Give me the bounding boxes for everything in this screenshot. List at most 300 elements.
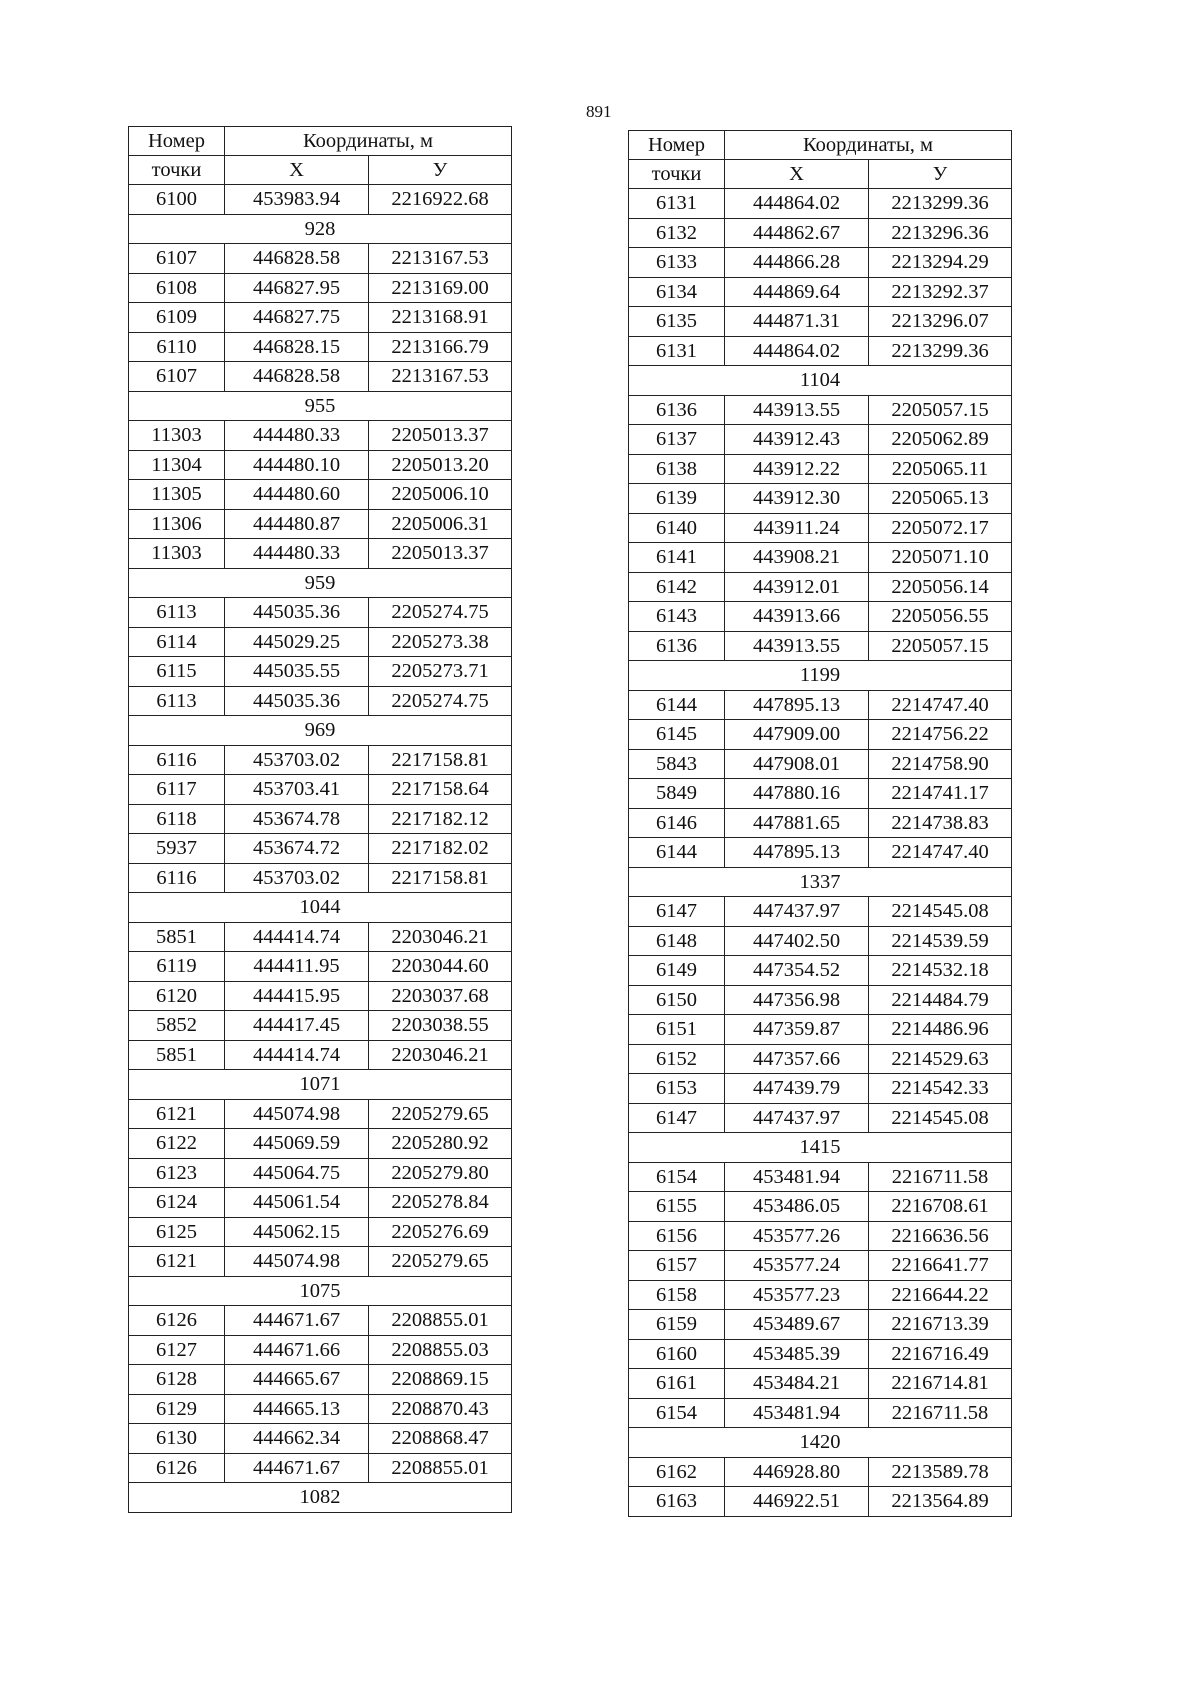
x-coordinate-cell: 445035.36 [225, 686, 369, 716]
y-coordinate-cell: 2205278.84 [369, 1188, 512, 1218]
y-coordinate-cell: 2205057.15 [869, 395, 1012, 425]
y-coordinate-cell: 2205071.10 [869, 543, 1012, 573]
table-row [629, 248, 1012, 278]
y-coordinate-cell: 2205273.71 [369, 657, 512, 687]
y-coordinate-cell: 2217182.02 [369, 834, 512, 864]
table-row [129, 480, 512, 510]
table-row [129, 1217, 512, 1247]
table-row [629, 543, 1012, 573]
table-row [629, 1280, 1012, 1310]
header-number-label: Номер [629, 131, 725, 160]
table-row [629, 1044, 1012, 1074]
x-coordinate-cell: 447895.13 [725, 690, 869, 720]
x-coordinate-cell: 446828.58 [225, 244, 369, 274]
point-number-cell: 6124 [129, 1188, 225, 1218]
table-row [129, 1011, 512, 1041]
x-coordinate-cell: 446928.80 [725, 1457, 869, 1487]
x-coordinate-cell: 444862.67 [725, 218, 869, 248]
table-row [629, 690, 1012, 720]
table-row [629, 1103, 1012, 1133]
group-label: 1104 [629, 366, 1012, 396]
point-number-cell: 6147 [629, 897, 725, 927]
table-row [129, 657, 512, 687]
x-coordinate-cell: 447356.98 [725, 985, 869, 1015]
x-coordinate-cell: 453481.94 [725, 1162, 869, 1192]
x-coordinate-cell: 453703.02 [225, 745, 369, 775]
y-coordinate-cell: 2208855.03 [369, 1335, 512, 1365]
table-row [629, 602, 1012, 632]
y-coordinate-cell: 2203046.21 [369, 922, 512, 952]
table-row [129, 686, 512, 716]
point-number-cell: 6108 [129, 273, 225, 303]
x-coordinate-cell: 446828.58 [225, 362, 369, 392]
y-coordinate-cell: 2203044.60 [369, 952, 512, 982]
y-coordinate-cell: 2216641.77 [869, 1251, 1012, 1281]
x-coordinate-cell: 445035.55 [225, 657, 369, 687]
x-coordinate-cell: 446922.51 [725, 1487, 869, 1517]
point-number-cell: 11303 [129, 421, 225, 451]
y-coordinate-cell: 2213299.36 [869, 189, 1012, 219]
y-coordinate-cell: 2205279.80 [369, 1158, 512, 1188]
table-row [129, 450, 512, 480]
y-coordinate-cell: 2205274.75 [369, 598, 512, 628]
table-row [629, 779, 1012, 809]
y-coordinate-cell: 2208855.01 [369, 1306, 512, 1336]
table-row [629, 454, 1012, 484]
x-coordinate-cell: 447881.65 [725, 808, 869, 838]
x-coordinate-cell: 443912.43 [725, 425, 869, 455]
y-coordinate-cell: 2214486.96 [869, 1015, 1012, 1045]
table-row [129, 1129, 512, 1159]
point-number-cell: 6100 [129, 185, 225, 215]
x-coordinate-cell: 453489.67 [725, 1310, 869, 1340]
x-coordinate-cell: 443913.55 [725, 395, 869, 425]
x-coordinate-cell: 445074.98 [225, 1247, 369, 1277]
table-row [629, 838, 1012, 868]
table-row [629, 1398, 1012, 1428]
y-coordinate-cell: 2214542.33 [869, 1074, 1012, 1104]
point-number-cell: 6154 [629, 1162, 725, 1192]
point-number-cell: 5851 [129, 1040, 225, 1070]
y-coordinate-cell: 2213167.53 [369, 362, 512, 392]
point-number-cell: 5937 [129, 834, 225, 864]
group-row [629, 867, 1012, 897]
point-number-cell: 6125 [129, 1217, 225, 1247]
point-number-cell: 6139 [629, 484, 725, 514]
y-coordinate-cell: 2213299.36 [869, 336, 1012, 366]
table-row [129, 273, 512, 303]
y-coordinate-cell: 2214545.08 [869, 897, 1012, 927]
group-label: 1415 [629, 1133, 1012, 1163]
point-number-cell: 6160 [629, 1339, 725, 1369]
point-number-cell: 6159 [629, 1310, 725, 1340]
x-coordinate-cell: 446827.75 [225, 303, 369, 333]
x-coordinate-cell: 444671.67 [225, 1453, 369, 1483]
point-number-cell: 11304 [129, 450, 225, 480]
y-coordinate-cell: 2217158.64 [369, 775, 512, 805]
x-coordinate-cell: 453983.94 [225, 185, 369, 215]
point-number-cell: 5852 [129, 1011, 225, 1041]
x-coordinate-cell: 445029.25 [225, 627, 369, 657]
y-coordinate-cell: 2205006.10 [369, 480, 512, 510]
group-label: 955 [129, 391, 512, 421]
group-row [629, 366, 1012, 396]
y-coordinate-cell: 2213169.00 [369, 273, 512, 303]
point-number-cell: 6140 [629, 513, 725, 543]
y-coordinate-cell: 2205056.14 [869, 572, 1012, 602]
y-coordinate-cell: 2205062.89 [869, 425, 1012, 455]
point-number-cell: 6114 [129, 627, 225, 657]
table-row [129, 804, 512, 834]
x-coordinate-cell: 445069.59 [225, 1129, 369, 1159]
x-coordinate-cell: 444671.67 [225, 1306, 369, 1336]
x-coordinate-cell: 447354.52 [725, 956, 869, 986]
group-row [129, 391, 512, 421]
x-coordinate-cell: 447357.66 [725, 1044, 869, 1074]
table-row [129, 834, 512, 864]
point-number-cell: 6162 [629, 1457, 725, 1487]
point-number-cell: 6148 [629, 926, 725, 956]
table-row [629, 336, 1012, 366]
point-number-cell: 6154 [629, 1398, 725, 1428]
x-coordinate-cell: 444662.34 [225, 1424, 369, 1454]
table-row [629, 897, 1012, 927]
table-row [129, 303, 512, 333]
table-row [629, 1487, 1012, 1517]
x-coordinate-cell: 446827.95 [225, 273, 369, 303]
point-number-cell: 6155 [629, 1192, 725, 1222]
point-number-cell: 6150 [629, 985, 725, 1015]
y-coordinate-cell: 2214545.08 [869, 1103, 1012, 1133]
y-coordinate-cell: 2205065.11 [869, 454, 1012, 484]
point-number-cell: 6158 [629, 1280, 725, 1310]
y-coordinate-cell: 2214738.83 [869, 808, 1012, 838]
point-number-cell: 5851 [129, 922, 225, 952]
x-coordinate-cell: 453674.72 [225, 834, 369, 864]
point-number-cell: 6121 [129, 1247, 225, 1277]
table-row [129, 244, 512, 274]
point-number-cell: 6126 [129, 1453, 225, 1483]
y-coordinate-cell: 2213168.91 [369, 303, 512, 333]
point-number-cell: 6147 [629, 1103, 725, 1133]
group-label: 1337 [629, 867, 1012, 897]
y-coordinate-cell: 2203037.68 [369, 981, 512, 1011]
x-coordinate-cell: 444665.13 [225, 1394, 369, 1424]
table-row [629, 1251, 1012, 1281]
y-coordinate-cell: 2214539.59 [869, 926, 1012, 956]
table-row [129, 1424, 512, 1454]
x-coordinate-cell: 444869.64 [725, 277, 869, 307]
table-row [629, 1162, 1012, 1192]
point-number-cell: 6149 [629, 956, 725, 986]
x-coordinate-cell: 453481.94 [725, 1398, 869, 1428]
x-coordinate-cell: 443912.22 [725, 454, 869, 484]
table-row [629, 395, 1012, 425]
group-label: 1420 [629, 1428, 1012, 1458]
table-row [129, 421, 512, 451]
group-label: 1199 [629, 661, 1012, 691]
header-coords-label: Координаты, м [225, 127, 512, 156]
table-row [129, 539, 512, 569]
group-row [129, 716, 512, 746]
table-row [129, 1335, 512, 1365]
x-coordinate-cell: 447437.97 [725, 1103, 869, 1133]
point-number-cell: 6127 [129, 1335, 225, 1365]
point-number-cell: 6113 [129, 598, 225, 628]
group-label: 1044 [129, 893, 512, 923]
y-coordinate-cell: 2216708.61 [869, 1192, 1012, 1222]
group-row [129, 568, 512, 598]
y-coordinate-cell: 2205065.13 [869, 484, 1012, 514]
point-number-cell: 6128 [129, 1365, 225, 1395]
y-coordinate-cell: 2205072.17 [869, 513, 1012, 543]
y-coordinate-cell: 2214484.79 [869, 985, 1012, 1015]
point-number-cell: 6116 [129, 863, 225, 893]
y-coordinate-cell: 2205006.31 [369, 509, 512, 539]
y-coordinate-cell: 2205057.15 [869, 631, 1012, 661]
y-coordinate-cell: 2217158.81 [369, 745, 512, 775]
point-number-cell: 6132 [629, 218, 725, 248]
table-row [129, 598, 512, 628]
x-coordinate-cell: 445074.98 [225, 1099, 369, 1129]
y-coordinate-cell: 2216713.39 [869, 1310, 1012, 1340]
point-number-cell: 6118 [129, 804, 225, 834]
point-number-cell: 6152 [629, 1044, 725, 1074]
table-row [129, 1040, 512, 1070]
y-coordinate-cell: 2205279.65 [369, 1099, 512, 1129]
point-number-cell: 6137 [629, 425, 725, 455]
x-coordinate-cell: 447437.97 [725, 897, 869, 927]
group-row [629, 661, 1012, 691]
table-row [129, 863, 512, 893]
point-number-cell: 6141 [629, 543, 725, 573]
page-number: 891 [586, 102, 612, 121]
y-coordinate-cell: 2214532.18 [869, 956, 1012, 986]
point-number-cell: 6107 [129, 244, 225, 274]
table-row [129, 922, 512, 952]
x-coordinate-cell: 443913.55 [725, 631, 869, 661]
point-number-cell: 6142 [629, 572, 725, 602]
x-coordinate-cell: 453486.05 [725, 1192, 869, 1222]
y-coordinate-cell: 2208855.01 [369, 1453, 512, 1483]
point-number-cell: 6135 [629, 307, 725, 337]
point-number-cell: 6110 [129, 332, 225, 362]
x-coordinate-cell: 447402.50 [725, 926, 869, 956]
x-coordinate-cell: 447895.13 [725, 838, 869, 868]
x-coordinate-cell: 444864.02 [725, 189, 869, 219]
x-coordinate-cell: 444414.74 [225, 922, 369, 952]
point-number-cell: 6123 [129, 1158, 225, 1188]
y-coordinate-cell: 2216636.56 [869, 1221, 1012, 1251]
table-row [629, 572, 1012, 602]
point-number-cell: 6122 [129, 1129, 225, 1159]
table-row [129, 952, 512, 982]
group-label: 959 [129, 568, 512, 598]
point-number-cell: 6144 [629, 690, 725, 720]
point-number-cell: 5849 [629, 779, 725, 809]
table-row [129, 981, 512, 1011]
x-coordinate-cell: 444871.31 [725, 307, 869, 337]
x-coordinate-cell: 444480.60 [225, 480, 369, 510]
table-row [629, 513, 1012, 543]
table-row [629, 1192, 1012, 1222]
table-row [629, 985, 1012, 1015]
point-number-cell: 6115 [129, 657, 225, 687]
table-row [629, 926, 1012, 956]
table-row [629, 189, 1012, 219]
y-coordinate-cell: 2214758.90 [869, 749, 1012, 779]
table-row [129, 775, 512, 805]
group-row [129, 1070, 512, 1100]
x-coordinate-cell: 443912.01 [725, 572, 869, 602]
y-coordinate-cell: 2205279.65 [369, 1247, 512, 1277]
table-row [629, 484, 1012, 514]
x-coordinate-cell: 447439.79 [725, 1074, 869, 1104]
header-number-label-2: точки [129, 156, 225, 185]
group-label: 969 [129, 716, 512, 746]
point-number-cell: 6156 [629, 1221, 725, 1251]
x-coordinate-cell: 443912.30 [725, 484, 869, 514]
y-coordinate-cell: 2205274.75 [369, 686, 512, 716]
point-number-cell: 6119 [129, 952, 225, 982]
table-row [129, 1453, 512, 1483]
table-body-left [129, 185, 512, 1513]
table-row [129, 362, 512, 392]
point-number-cell: 6144 [629, 838, 725, 868]
point-number-cell: 6146 [629, 808, 725, 838]
header-number-label-2: точки [629, 160, 725, 189]
header-x-label: X [225, 156, 369, 185]
group-row [129, 893, 512, 923]
point-number-cell: 6130 [129, 1424, 225, 1454]
x-coordinate-cell: 444665.67 [225, 1365, 369, 1395]
point-number-cell: 11303 [129, 539, 225, 569]
x-coordinate-cell: 447909.00 [725, 720, 869, 750]
point-number-cell: 6163 [629, 1487, 725, 1517]
x-coordinate-cell: 445064.75 [225, 1158, 369, 1188]
point-number-cell: 6136 [629, 631, 725, 661]
x-coordinate-cell: 443908.21 [725, 543, 869, 573]
y-coordinate-cell: 2205280.92 [369, 1129, 512, 1159]
y-coordinate-cell: 2205276.69 [369, 1217, 512, 1247]
group-row [129, 214, 512, 244]
header-y-label: У [869, 160, 1012, 189]
header-x-label: X [725, 160, 869, 189]
table-row [129, 1099, 512, 1129]
y-coordinate-cell: 2208869.15 [369, 1365, 512, 1395]
x-coordinate-cell: 444866.28 [725, 248, 869, 278]
group-row [629, 1428, 1012, 1458]
group-label: 1082 [129, 1483, 512, 1513]
y-coordinate-cell: 2205013.20 [369, 450, 512, 480]
x-coordinate-cell: 444864.02 [725, 336, 869, 366]
table-row [629, 1457, 1012, 1487]
x-coordinate-cell: 453703.02 [225, 863, 369, 893]
table-row [629, 956, 1012, 986]
point-number-cell: 6121 [129, 1099, 225, 1129]
point-number-cell: 6116 [129, 745, 225, 775]
y-coordinate-cell: 2216714.81 [869, 1369, 1012, 1399]
table-row [629, 1221, 1012, 1251]
table-row [129, 1158, 512, 1188]
table-row [129, 1394, 512, 1424]
point-number-cell: 6143 [629, 602, 725, 632]
point-number-cell: 6109 [129, 303, 225, 333]
y-coordinate-cell: 2216716.49 [869, 1339, 1012, 1369]
x-coordinate-cell: 445035.36 [225, 598, 369, 628]
table-row [629, 1015, 1012, 1045]
y-coordinate-cell: 2214756.22 [869, 720, 1012, 750]
table-row [629, 1369, 1012, 1399]
y-coordinate-cell: 2217158.81 [369, 863, 512, 893]
y-coordinate-cell: 2213564.89 [869, 1487, 1012, 1517]
table-row [629, 277, 1012, 307]
header-number-label: Номер [129, 127, 225, 156]
x-coordinate-cell: 445061.54 [225, 1188, 369, 1218]
x-coordinate-cell: 453703.41 [225, 775, 369, 805]
x-coordinate-cell: 444417.45 [225, 1011, 369, 1041]
group-label: 1071 [129, 1070, 512, 1100]
x-coordinate-cell: 444414.74 [225, 1040, 369, 1070]
point-number-cell: 6153 [629, 1074, 725, 1104]
x-coordinate-cell: 453577.24 [725, 1251, 869, 1281]
point-number-cell: 6151 [629, 1015, 725, 1045]
header-coords-label: Координаты, м [725, 131, 1012, 160]
y-coordinate-cell: 2213589.78 [869, 1457, 1012, 1487]
y-coordinate-cell: 2214747.40 [869, 690, 1012, 720]
point-number-cell: 6117 [129, 775, 225, 805]
table-row [129, 185, 512, 215]
table-body-right [629, 189, 1012, 1517]
y-coordinate-cell: 2213296.07 [869, 307, 1012, 337]
x-coordinate-cell: 443911.24 [725, 513, 869, 543]
group-label: 1075 [129, 1276, 512, 1306]
point-number-cell: 6120 [129, 981, 225, 1011]
table-row [129, 627, 512, 657]
point-number-cell: 6161 [629, 1369, 725, 1399]
x-coordinate-cell: 447359.87 [725, 1015, 869, 1045]
point-number-cell: 6107 [129, 362, 225, 392]
point-number-cell: 6145 [629, 720, 725, 750]
x-coordinate-cell: 444480.33 [225, 421, 369, 451]
x-coordinate-cell: 444480.87 [225, 509, 369, 539]
x-coordinate-cell: 453485.39 [725, 1339, 869, 1369]
table-row [129, 1247, 512, 1277]
table-row [629, 1074, 1012, 1104]
point-number-cell: 6157 [629, 1251, 725, 1281]
table-row [629, 1310, 1012, 1340]
coordinates-table-right [628, 130, 1012, 1517]
y-coordinate-cell: 2216922.68 [369, 185, 512, 215]
x-coordinate-cell: 453674.78 [225, 804, 369, 834]
table-row [129, 332, 512, 362]
table-row [129, 509, 512, 539]
y-coordinate-cell: 2216644.22 [869, 1280, 1012, 1310]
x-coordinate-cell: 444411.95 [225, 952, 369, 982]
point-number-cell: 6129 [129, 1394, 225, 1424]
y-coordinate-cell: 2205273.38 [369, 627, 512, 657]
y-coordinate-cell: 2208870.43 [369, 1394, 512, 1424]
x-coordinate-cell: 444480.10 [225, 450, 369, 480]
table-row [629, 720, 1012, 750]
y-coordinate-cell: 2205056.55 [869, 602, 1012, 632]
y-coordinate-cell: 2214747.40 [869, 838, 1012, 868]
header-y-label: У [369, 156, 512, 185]
x-coordinate-cell: 447908.01 [725, 749, 869, 779]
table-row [629, 749, 1012, 779]
y-coordinate-cell: 2217182.12 [369, 804, 512, 834]
y-coordinate-cell: 2213294.29 [869, 248, 1012, 278]
